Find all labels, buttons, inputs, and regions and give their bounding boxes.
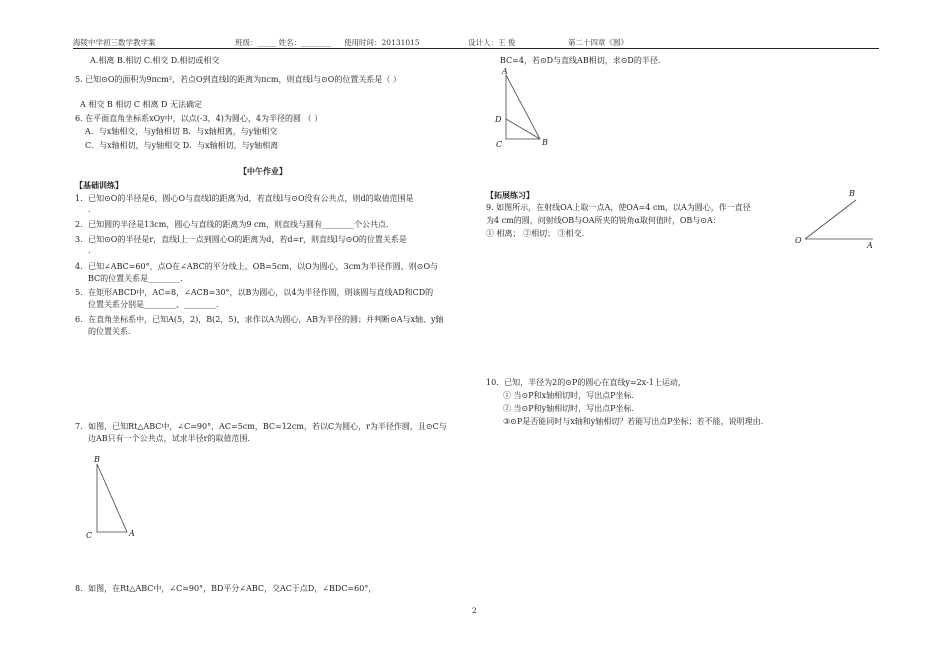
q6-options-cd: C．与x轴相切，与y轴相交 D．与x轴相切，与y轴相离: [85, 141, 279, 150]
b1-end: .: [88, 205, 91, 214]
e10-part1: ① 当⊙P和x轴相切时，写出点P坐标．: [503, 391, 640, 400]
fig8-label-c: C: [496, 140, 503, 149]
b7-text: 7．如图，已知Rt△ABC中，∠C=90°，AC=5cm，BC=12cm，若以C为圆心，r为半径作圆，且⊙C与: [75, 422, 447, 431]
figure-q9-angle: [793, 186, 879, 250]
figure-q8-triangle: [492, 66, 554, 152]
fig8-label-a: A: [502, 67, 508, 76]
q4-options: A.相离 B.相切 C.相交 D.相切或相交: [90, 56, 220, 65]
noon-homework-title: 【中午作业】: [239, 166, 287, 176]
q5-options: A 相交 B 相切 C 相离 D 无法确定: [80, 100, 202, 109]
header-class: 班级：_____ 姓名：________: [235, 38, 332, 47]
fig8-label-b: B: [542, 138, 548, 147]
fig9-label-o: O: [795, 236, 802, 245]
fig7-label-a: A: [129, 529, 135, 538]
fig9-label-a: A: [867, 241, 873, 250]
e9-cont: 为4 cm的圆，问射线OB与OA所夹的锐角α取何值时，OB与⊙A：: [486, 216, 721, 225]
q6-options-ab: A．与x轴相交，与y轴相切 B．与x轴相离，与y轴相交: [85, 127, 278, 136]
extension-title: 【拓展练习】: [486, 190, 534, 200]
page-number: 2: [472, 606, 477, 615]
q5-text: 5. 已知⊙O的面积为9πcm²，若点O到直线l的距离为πcm，则直线l与⊙O的位置关系是（ ）: [75, 75, 401, 84]
b3-text: 3．已知⊙O的半径是r，直线l上一点到圆心O的距离为d，若d=r，则直线l与⊙O的位置关系是: [75, 235, 407, 244]
e10-part2: ② 当⊙P和y轴相切时，写出点P坐标．: [503, 404, 640, 413]
b7-cont: 边AB只有一个公共点，试求半径r的取值范围．: [88, 434, 256, 443]
header-school: 海陵中学初三数学教学案: [73, 38, 156, 47]
b6-cont: 的位置关系．: [88, 327, 136, 336]
e10-text: 10．已知，半径为2的⊙P的圆心在直线y=2x-1上运动，: [486, 378, 686, 387]
q8-cont: BC=4，若⊙D与直线AB相切，求⊙D的半径．: [500, 56, 666, 65]
b5-text: 5．在矩形ABCD中，AC=8，∠ACB=30°，以B为圆心，以4为半径作圆，则该圆与直线AD和CD的: [75, 288, 434, 297]
b3-end: .: [88, 246, 91, 255]
e9-options: ① 相离； ②相切； ③相交．: [486, 229, 590, 238]
basic-training-title: 【基础训练】: [75, 180, 123, 190]
header-rule: [73, 48, 879, 49]
b8-text: 8．如图，在Rt△ABC中，∠C=90°，BD平分∠ABC，交AC于点D，∠BDC=60°，: [75, 584, 377, 593]
q6-text: 6. 在平面直角坐标系xOy中，以点(-3，4)为圆心，4为半径的圆 （ ）: [75, 114, 323, 123]
figure-q7-triangle: [80, 452, 150, 544]
b2-text: 2．已知圆的半径是13cm，圆心与直线的距离为9 cm，则直线与圆有________个公共点.: [75, 220, 389, 229]
fig8-label-d: D: [495, 115, 502, 124]
fig9-label-b: B: [849, 189, 855, 198]
header-time: 使用时间：20131015: [344, 38, 420, 47]
fig7-label-b: B: [94, 455, 100, 464]
fig7-label-c: C: [86, 531, 93, 540]
header-chapter: 第二十四章《圆》: [568, 38, 628, 47]
b5-cont: 位置关系分别是________、________.: [88, 300, 219, 309]
b1-text: 1．已知⊙O的半径是6，圆心O与直线l的距离为d，若直线l与⊙O没有公共点，则d的取值范围是: [75, 194, 414, 203]
b4-text: 4．已知∠ABC=60°，点O在∠ABC的平分线上，OB=5cm，以O为圆心，3cm为半径作圆，则⊙O与: [75, 262, 439, 271]
b6-text: 6．在直角坐标系中，已知A(5，2)，B(2，5)，求作以A为圆心，AB为半径的圆；并判断⊙A与x轴、y轴: [75, 315, 444, 324]
b4-cont: BC的位置关系是________.: [88, 274, 183, 283]
header-designer: 设计人：王 俊: [468, 38, 516, 47]
e9-text: 9. 如图所示，在射线OA上取一点A，使OA=4 cm，以A为圆心，作一直径: [486, 203, 751, 212]
e10-part3: ③⊙P是否能同时与x轴和y轴相切？若能写出点P坐标；若不能，说明理由．: [503, 417, 769, 426]
